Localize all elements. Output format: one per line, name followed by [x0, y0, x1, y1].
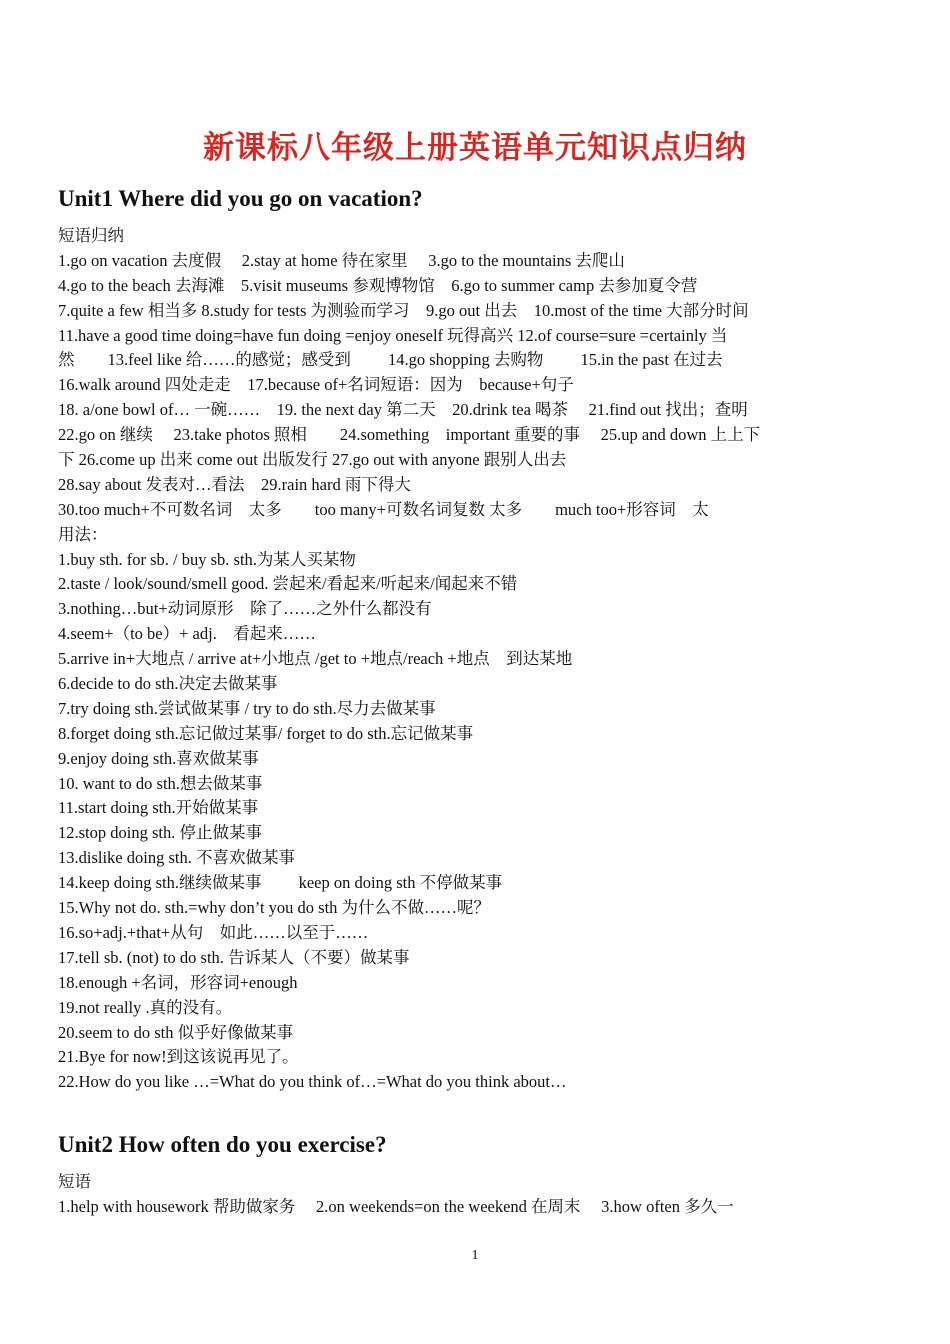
text-line: 4.seem+（to be）+ adj. 看起来……	[58, 624, 316, 644]
page-number: 1	[471, 1248, 479, 1263]
text-line: 用法：	[58, 524, 108, 544]
text-line: 7.try doing sth.尝试做某事 / try to do sth.尽力去做某事	[58, 698, 436, 718]
unit1-content	[58, 224, 852, 1095]
text-line: 1.go on vacation 去度假 2.stay at home 待在家里 3.go to the mountains 去爬山	[58, 250, 625, 270]
text-line: 16.walk around 四处走走 17.because of+名词短语：因为 because+句子	[58, 375, 574, 395]
text-line: 1.help with housework 帮助做家务 2.on weekends=on the weekend 在周末 3.how often 多久一	[58, 1196, 734, 1216]
text-line: 14.keep doing sth.继续做某事 keep on doing sth 不停做某事	[58, 873, 503, 893]
text-line: 下 26.come up 出来 come out 出版发行 27.go out with anyone 跟别人出去	[58, 450, 567, 470]
text-line: 11.have a good time doing=have fun doing =enjoy oneself 玩得高兴 12.of course=sure =certainly 当	[58, 325, 728, 345]
text-line: 16.so+adj.+that+从句 如此……以至于……	[58, 922, 369, 942]
text-line: 4.go to the beach 去海滩 5.visit museums 参观博物馆 6.go to summer camp 去参加夏令营	[58, 275, 698, 295]
text-line: 9.enjoy doing sth.喜欢做某事	[58, 748, 259, 768]
text-line: 6.decide to do sth.决定去做某事	[58, 674, 278, 694]
unit2-content	[58, 1170, 852, 1220]
text-line: 28.say about 发表对…看法 29.rain hard 雨下得大	[58, 474, 411, 494]
text-line: 7.quite a few 相当多 8.study for tests 为测验而学习 9.go out 出去 10.most of the time 大部分时间	[58, 300, 749, 320]
text-line: 17.tell sb. (not) to do sth. 告诉某人（不要）做某事	[58, 947, 410, 967]
text-line: 18.enough +名词，形容词+enough	[58, 972, 298, 992]
text-line: 21.Bye for now!到这该说再见了。	[58, 1047, 299, 1067]
text-line: 8.forget doing sth.忘记做过某事/ forget to do sth.忘记做某事	[58, 723, 474, 743]
text-line: 5.arrive in+大地点 / arrive at+小地点 /get to +地点/reach +地点 到达某地	[58, 649, 573, 669]
unit1-heading: Unit1 Where did you go on vacation?	[58, 186, 423, 211]
unit2-heading: Unit2 How often do you exercise?	[58, 1132, 387, 1157]
text-line: 19.not really .真的没有。	[58, 997, 233, 1017]
text-line: 20.seem to do sth 似乎好像做某事	[58, 1022, 294, 1042]
text-line: 15.Why not do. sth.=why don’t you do sth 为什么不做……呢？	[58, 898, 491, 918]
text-line: 2.taste / look/sound/smell good. 尝起来/看起来/听起来/闻起来不错	[58, 574, 518, 594]
text-line: 22.go on 继续 23.take photos 照相 24.something important 重要的事 25.up and down 上上下	[58, 425, 761, 445]
text-line: 22.How do you like …=What do you think of…=What do you think about…	[58, 1072, 567, 1092]
text-line: 10. want to do sth.想去做某事	[58, 773, 263, 793]
text-line: 然 13.feel like 给……的感觉；感受到 14.go shopping 去购物 15.in the past 在过去	[58, 350, 723, 370]
text-line: 3.nothing…but+动词原形 除了……之外什么都没有	[58, 599, 432, 619]
text-line: 短语	[58, 1172, 91, 1191]
text-line: 11.start doing sth.开始做某事	[58, 798, 259, 818]
document-title: 新课标八年级上册英语单元知识点归纳	[203, 130, 747, 166]
text-line: 30.too much+不可数名词 太多 too many+可数名词复数 太多 much too+形容词 太	[58, 499, 709, 519]
text-line: 13.dislike doing sth. 不喜欢做某事	[58, 848, 295, 868]
text-line: 12.stop doing sth. 停止做某事	[58, 823, 262, 843]
text-line: 短语归纳	[58, 226, 124, 245]
text-line: 1.buy sth. for sb. / buy sb. sth.为某人买某物	[58, 549, 356, 569]
text-line: 18. a/one bowl of… 一碗…… 19. the next day 第二天 20.drink tea 喝茶 21.find out 找出；查明	[58, 400, 748, 420]
